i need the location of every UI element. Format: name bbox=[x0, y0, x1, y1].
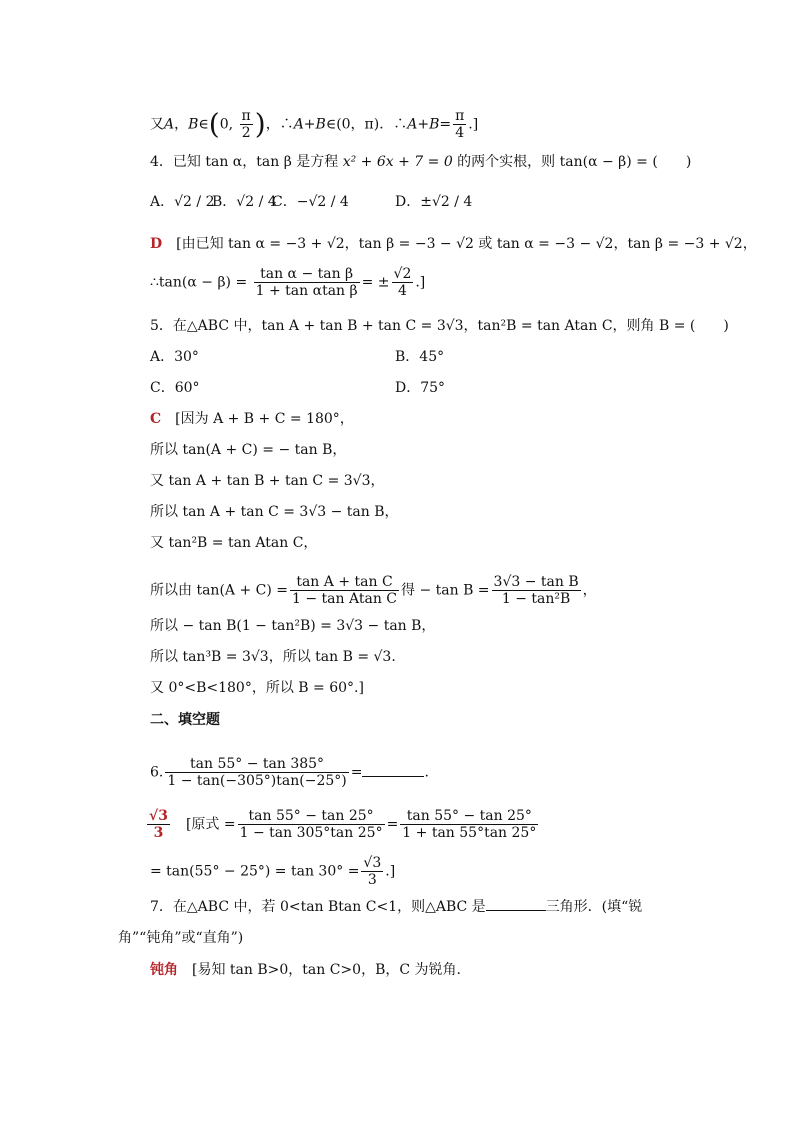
q6-solution2-fraction bbox=[361, 855, 383, 888]
q4-solution-result bbox=[392, 266, 414, 299]
q6-answer-num: √3 bbox=[149, 808, 168, 824]
q5-s6-fraction1 bbox=[290, 574, 399, 607]
q3-tail-close-paren: ) bbox=[254, 107, 266, 141]
q7-stem-b: 三角形．(填“锐 bbox=[545, 899, 643, 915]
q5-solution-s1: [因为 A + B + C = 180°， bbox=[175, 411, 354, 427]
q4-solution-numerator: tan α − tan β bbox=[254, 266, 360, 283]
section-title-fill-blank: 二、填空题 bbox=[150, 712, 220, 728]
q5-s6-lead: 所以由 tan(A + C) = bbox=[150, 582, 288, 599]
q4-option-b-value: √2 / 4 bbox=[236, 194, 277, 210]
q3-tail-pi: π bbox=[241, 108, 251, 124]
q4-stem-a: 已知 tan α，tan β 是方程 bbox=[172, 154, 343, 170]
q6-solution2-lead: = tan(55° − 25°) = tan 30° = bbox=[150, 863, 360, 880]
q4-number: 4． bbox=[150, 154, 173, 170]
q5-solution-s3: 又 tan A + tan B + tan C = 3√3， bbox=[150, 473, 385, 489]
q5-s6-fraction2 bbox=[492, 574, 581, 607]
q5-solution-s7: 所以 − tan B(1 − tan²B) = 3√3 − tan B， bbox=[150, 618, 436, 634]
q4-solution-line2 bbox=[150, 266, 425, 299]
q6-answer-blank[interactable] bbox=[362, 776, 424, 777]
q3-tail-zero: 0, bbox=[219, 116, 234, 133]
q3-tail-pi-over-2 bbox=[240, 108, 253, 141]
q6-solution-fraction2 bbox=[400, 808, 538, 841]
q5-s6-den1: 1 − tan Atan C bbox=[292, 591, 397, 607]
q5-option-b: B．45° bbox=[395, 349, 445, 365]
q5-solution-s9: 又 0°<B<180°，所以 B = 60°.] bbox=[150, 680, 364, 696]
q6-solution2-end: .] bbox=[385, 863, 396, 880]
q4-option-d-label: D． bbox=[395, 194, 421, 210]
q4-option-b bbox=[212, 192, 277, 212]
q5-solution-s4: 所以 tan A + tan C = 3√3 − tan B， bbox=[150, 504, 399, 520]
q4-option-c-label: C． bbox=[272, 194, 297, 210]
q5-solution-s8: 所以 tan³B = 3√3，所以 tan B = √3. bbox=[150, 649, 396, 665]
q4-option-a-value: √2 / 2 bbox=[174, 194, 215, 210]
q7-stem-a: 7．在△ABC 中，若 0<tan Btan C<1，则△ABC 是 bbox=[150, 899, 486, 915]
q4-stem-b: 的两个实根，则 tan(α − β) = ( ) bbox=[452, 154, 692, 170]
q5-s6-den2: 1 − tan²B bbox=[501, 591, 571, 607]
q3-tail-four: 4 bbox=[455, 125, 465, 141]
q6-stem-numerator: tan 55° − tan 385° bbox=[165, 756, 348, 773]
q5-option-d: D．75° bbox=[395, 380, 446, 396]
q6-solution-den1: 1 − tan 305°tan 25° bbox=[239, 825, 383, 841]
q4-solution-fraction bbox=[254, 266, 360, 299]
q5-s6-end: ， bbox=[582, 582, 597, 599]
q3-tail-lead: 又 bbox=[150, 116, 164, 133]
q7-answer-blank[interactable] bbox=[486, 910, 546, 911]
q5-s6-num2: 3√3 − tan B bbox=[493, 574, 579, 590]
q5-s6-mid: 得 − tan B = bbox=[401, 582, 490, 599]
q3-tail-range: ∈(0，π)．∴ bbox=[325, 116, 408, 133]
q7-stem-line2: 角”“钝角”或“直角”) bbox=[118, 930, 244, 946]
q6-solution2-num: √3 bbox=[363, 855, 382, 871]
q4-result-den: 4 bbox=[397, 283, 407, 299]
q4-result-num: √2 bbox=[393, 266, 412, 282]
q4-solution-end: .] bbox=[415, 274, 426, 291]
q5-solution-s5: 又 tan²B = tan Atan C， bbox=[150, 535, 318, 551]
q4-option-a-label: A． bbox=[150, 194, 175, 210]
q6-solution-den2: 1 + tan 55°tan 25° bbox=[402, 825, 537, 841]
q6-solution-num2: tan 55° − tan 25° bbox=[400, 808, 538, 825]
q6-solution-num1: tan 55° − tan 25° bbox=[238, 808, 385, 825]
q5-option-c: C．60° bbox=[150, 380, 200, 396]
q4-option-c bbox=[272, 192, 349, 212]
q7-solution bbox=[150, 960, 461, 980]
q3-tail-in: ∈ bbox=[198, 116, 209, 133]
q6-solution-lead: [原式 = bbox=[185, 816, 236, 833]
q5-answer: C bbox=[150, 411, 162, 427]
q6-stem bbox=[150, 756, 429, 789]
q5-solution-s6 bbox=[150, 574, 597, 607]
q6-solution-fraction1 bbox=[238, 808, 385, 841]
q6-stem-denominator: 1 − tan(−305°)tan(−25°) bbox=[167, 773, 347, 789]
q6-solution-line1 bbox=[145, 808, 540, 841]
q6-solution-line2 bbox=[150, 855, 395, 888]
q4-option-a bbox=[150, 192, 214, 212]
q4-solution-lead: ∴tan(α − β) = bbox=[150, 274, 248, 291]
q4-answer: D bbox=[150, 236, 163, 252]
q3-tail-var-b: B bbox=[188, 116, 199, 133]
q7-stem-line1 bbox=[150, 897, 642, 917]
q4-solution-text1: [由已知 tan α = −3 + √2，tan β = −3 − √2 或 tan α = −3 − √2，tan β = −3 + √2， bbox=[176, 236, 757, 252]
q3-tail-end: .] bbox=[468, 116, 479, 133]
q3-tail-therefore: ，∴ bbox=[265, 116, 294, 133]
q7-solution-text: [易知 tan B>0，tan C>0，B，C 为锐角. bbox=[192, 962, 461, 978]
q3-tail-var-a: A bbox=[164, 116, 175, 133]
q6-solution-eq: = bbox=[386, 816, 399, 833]
q3-tail-a-plus-b-eq: A+B= bbox=[407, 116, 452, 133]
q6-stem-eq: = bbox=[350, 764, 363, 781]
q3-tail-comma: ， bbox=[174, 116, 189, 133]
q3-tail-open-paren: ( bbox=[208, 107, 220, 141]
q3-tail-two: 2 bbox=[241, 125, 251, 141]
q6-stem-end: . bbox=[424, 764, 429, 781]
q4-solution-eq: = ± bbox=[361, 274, 390, 291]
q6-stem-fraction bbox=[165, 756, 348, 789]
q4-equation: x² + 6x + 7 = 0 bbox=[342, 154, 453, 170]
q4-option-d bbox=[395, 192, 472, 212]
q4-stem bbox=[150, 152, 691, 172]
q3-tail-a-plus-b: A+B bbox=[293, 116, 326, 133]
q7-answer: 钝角 bbox=[150, 962, 178, 978]
q3-tail-pi2: π bbox=[455, 108, 465, 124]
q3-tail-line bbox=[150, 108, 478, 141]
q4-solution-line1 bbox=[150, 234, 757, 254]
q6-answer bbox=[147, 808, 170, 841]
q6-number: 6. bbox=[150, 764, 164, 781]
q5-s6-num1: tan A + tan C bbox=[290, 574, 399, 591]
q5-option-a: A．30° bbox=[150, 349, 199, 365]
q6-solution2-den: 3 bbox=[367, 872, 377, 888]
q5-solution-s2: 所以 tan(A + C) = − tan B， bbox=[150, 442, 347, 458]
q6-answer-den: 3 bbox=[153, 825, 164, 841]
q5-solution-line1 bbox=[150, 409, 354, 429]
q4-option-c-value: −√2 / 4 bbox=[296, 194, 349, 210]
q4-option-b-label: B． bbox=[212, 194, 237, 210]
q3-tail-pi-over-4 bbox=[453, 108, 466, 141]
q5-stem: 5．在△ABC 中，tan A + tan B + tan C = 3√3，tan²B = tan Atan C，则角 B = ( ) bbox=[150, 318, 729, 334]
q4-option-d-value: ±√2 / 4 bbox=[420, 194, 473, 210]
q4-solution-denominator: 1 + tan αtan β bbox=[255, 283, 358, 299]
